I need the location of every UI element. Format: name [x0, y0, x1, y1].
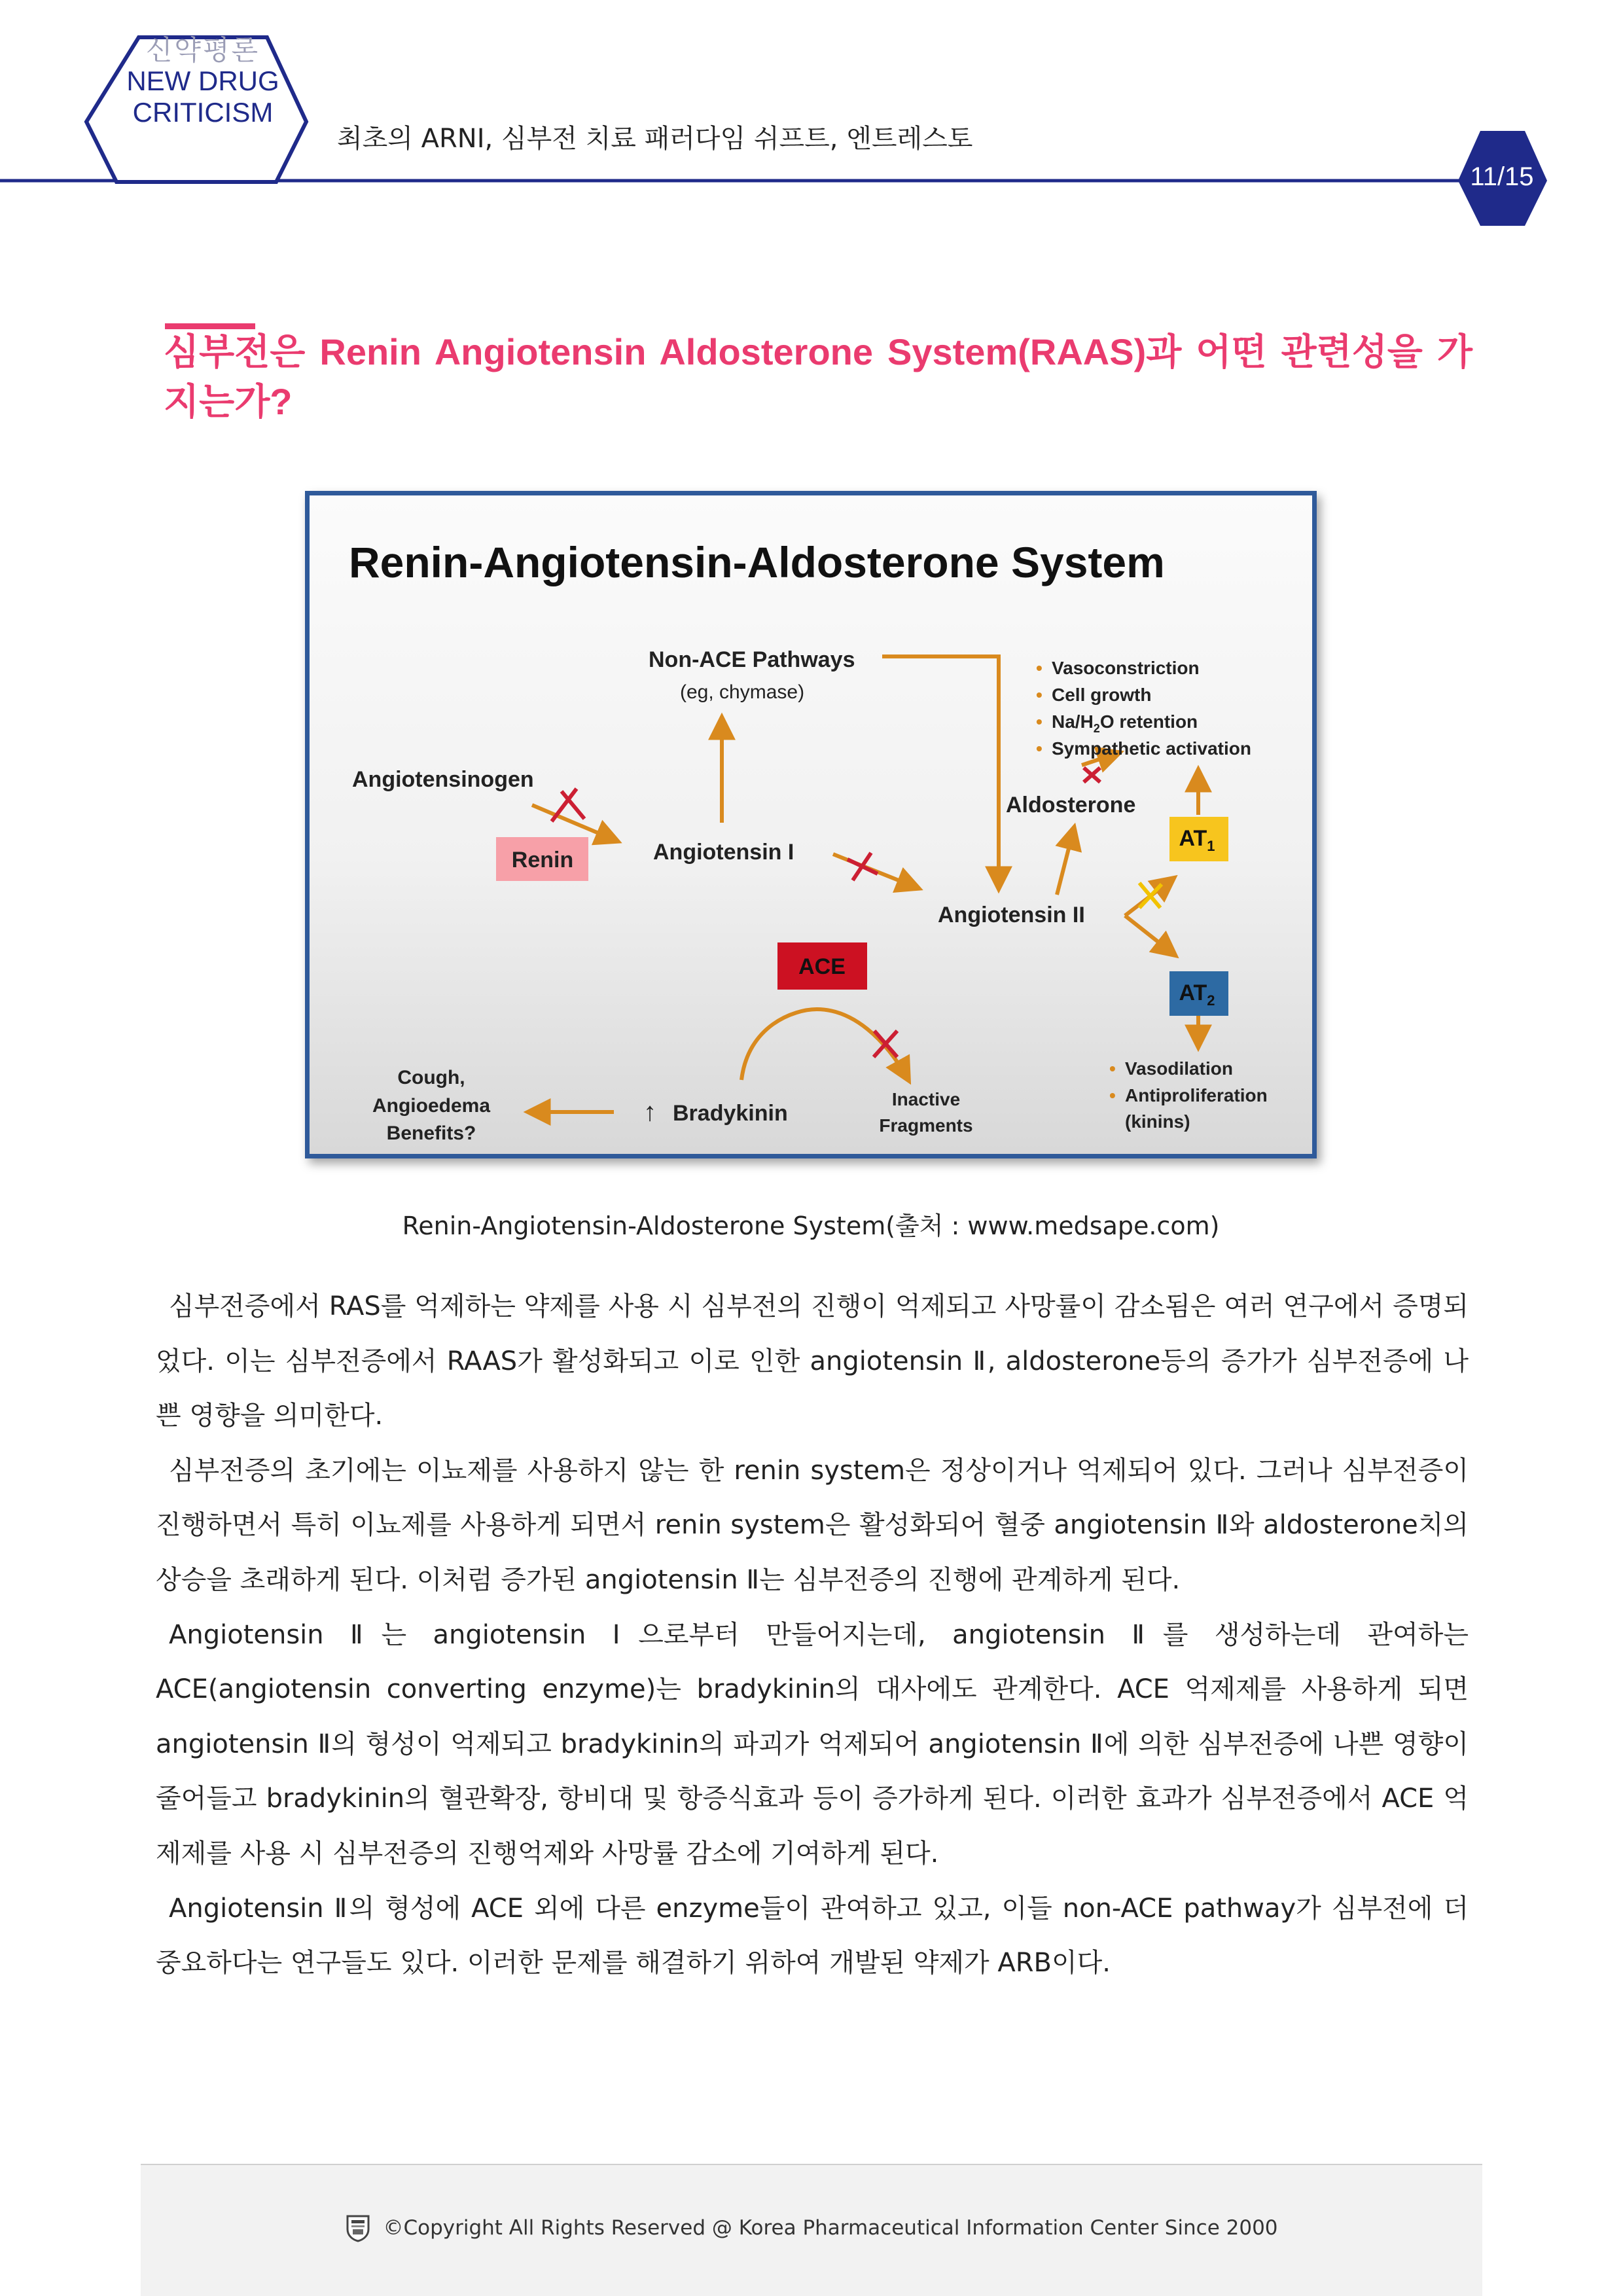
- block-ace-conversion: [847, 853, 878, 880]
- angiotensin-1-label: Angiotensin I: [653, 840, 794, 865]
- at1-effect: Sympathetic activation: [1052, 738, 1251, 759]
- raas-figure: [305, 491, 1317, 1158]
- at1-effect: Vasoconstriction: [1052, 658, 1200, 678]
- bradykinin-up-arrow: ↑: [643, 1098, 656, 1126]
- angiotensinogen-label: Angiotensinogen: [352, 767, 534, 792]
- brand-name-korean: 신약평론: [145, 34, 260, 66]
- at2-label-base: AT: [1179, 980, 1207, 1005]
- at1-effect-bullet: •: [1036, 711, 1043, 732]
- non-ace-title: Non-ACE Pathways: [649, 647, 855, 672]
- retention-suffix: O retention: [1099, 711, 1198, 732]
- arrow-angiotensin2-to-at2: [1125, 916, 1175, 955]
- non-ace-subtitle: (eg, chymase): [680, 681, 805, 703]
- body-paragraph: Angiotensin Ⅱ의 형성에 ACE 외에 다른 enzyme들이 관여하고 있고, 이들 non-ACE pathway가 심부전에 더 중요하다는 연구들도 있다. 이러한 문제를 해결하기 위하여 개발된 약제가 ARB이다.: [156, 1893, 1469, 1979]
- raas-diagram: [310, 495, 1312, 1154]
- arrow-nonace-to-angiotensin2: [882, 656, 999, 888]
- at1-effect-bullet: •: [1036, 685, 1043, 705]
- document-title: 최초의 ARNI, 심부전 치료 패러다임 쉬프트, 엔트레스토: [337, 124, 973, 154]
- block-ace-degradation: [874, 1031, 897, 1057]
- retention-prefix: Na/H: [1052, 711, 1094, 732]
- body-text: [156, 1280, 1469, 1991]
- arrow-angiotensin2-to-aldosterone: [1057, 828, 1074, 895]
- at2-effect-kinins: (kinins): [1125, 1111, 1190, 1132]
- figure-caption: Renin-Angiotensin-Aldosterone System(출처 : www.medsape.com): [402, 1211, 1220, 1240]
- at2-effect-bullet: •: [1109, 1085, 1116, 1105]
- brand-line-2: CRITICISM: [132, 97, 274, 128]
- arrow-angiotensinogen-to-angiotensin1: [532, 805, 617, 841]
- inactive-fragments-line-1: Inactive: [891, 1089, 961, 1109]
- shield-logo-icon: [345, 2214, 371, 2242]
- bradykinin-label: Bradykinin: [673, 1101, 788, 1126]
- retention-subscript: 2: [1093, 722, 1100, 735]
- at1-effect: Cell growth: [1052, 685, 1152, 705]
- at2-label-subscript: 2: [1207, 992, 1215, 1009]
- inactive-fragments-line-2: Fragments: [879, 1115, 973, 1136]
- block-aldosterone-effects: [1084, 768, 1100, 782]
- block-renin: [552, 789, 584, 821]
- brand-line-1: NEW DRUG: [126, 65, 279, 96]
- cough-line-3: Benefits?: [386, 1122, 476, 1144]
- at1-effect-bullet: •: [1036, 738, 1043, 759]
- at2-effect-bullet: •: [1109, 1058, 1116, 1079]
- page-number: 11/15: [1470, 162, 1534, 191]
- section-heading: 심부전은 Renin Angiotensin Aldosterone System(RAAS)과 어떤 관련성을 가지는가?: [164, 331, 1472, 422]
- copyright-text: ©Copyright All Rights Reserved @ Korea Pharmaceutical Information Center Since 2000: [383, 2216, 1278, 2240]
- at2-effect: Vasodilation: [1125, 1058, 1233, 1079]
- cough-line-1: Cough,: [397, 1067, 465, 1088]
- cough-line-2: Angioedema: [372, 1095, 491, 1117]
- diagram-title: Renin-Angiotensin-Aldosterone System: [349, 538, 1165, 586]
- aldosterone-label: Aldosterone: [1006, 793, 1136, 817]
- at1-effect-bullet: •: [1036, 658, 1043, 678]
- at1-label-subscript: 1: [1207, 838, 1215, 854]
- body-paragraph: Angiotensin Ⅱ는 angiotensin Ⅰ으로부터 만들어지는데, angiotensin Ⅱ를 생성하는데 관여하는 ACE(angiotensin converting enzyme)는 bradykinin의 대사에도 관계한다. ACE 억제제를 사용하게 되면 angiotensin Ⅱ의 형성이 억제되고 bradykinin의 파괴가 억제되어 angiotensin Ⅱ에 의한 심부전증에 나쁜 영향이 줄어들고 bradykinin의 혈관확장, 항비대 및 항증식효과 등이 증가하게 된다. 이러한 효과가 심부전증에서 ACE 억제제를 사용 시 심부전증의 진행억제와 사망률 감소에 기여하게 된다.: [156, 1619, 1469, 1869]
- at1-effects-list: [1036, 658, 1251, 759]
- at1-label-base: AT: [1179, 826, 1207, 851]
- at2-effects-list: [1109, 1058, 1268, 1132]
- ace-label: ACE: [798, 954, 846, 979]
- at1-effect-retention: [1052, 711, 1198, 735]
- angiotensin-2-label: Angiotensin II: [938, 903, 1085, 927]
- body-paragraph: 심부전증의 초기에는 이뇨제를 사용하지 않는 한 renin system은 정상이거나 억제되어 있다. 그러나 심부전증이 진행하면서 특히 이뇨제를 사용하게 되면서 renin system은 활성화되어 혈중 angiotensin Ⅱ와 aldosterone치의 상승을 초래하게 된다. 이처럼 증가된 angiotensin Ⅱ는 심부전증의 진행에 관계하게 된다.: [156, 1455, 1469, 1595]
- footer: [141, 2214, 1482, 2242]
- block-at1: [1139, 883, 1162, 908]
- brand-name-english: [111, 65, 294, 128]
- at2-effect: Antiproliferation: [1125, 1085, 1268, 1105]
- renin-label: Renin: [511, 848, 574, 872]
- body-paragraph: 심부전증에서 RAS를 억제하는 약제를 사용 시 심부전의 진행이 억제되고 사망률이 감소됨은 여러 연구에서 증명되었다. 이는 심부전증에서 RAAS가 활성화되고 이로 인한 angiotensin Ⅱ, aldosterone등의 증가가 심부전증에 나쁜 영향을 의미한다.: [156, 1291, 1469, 1431]
